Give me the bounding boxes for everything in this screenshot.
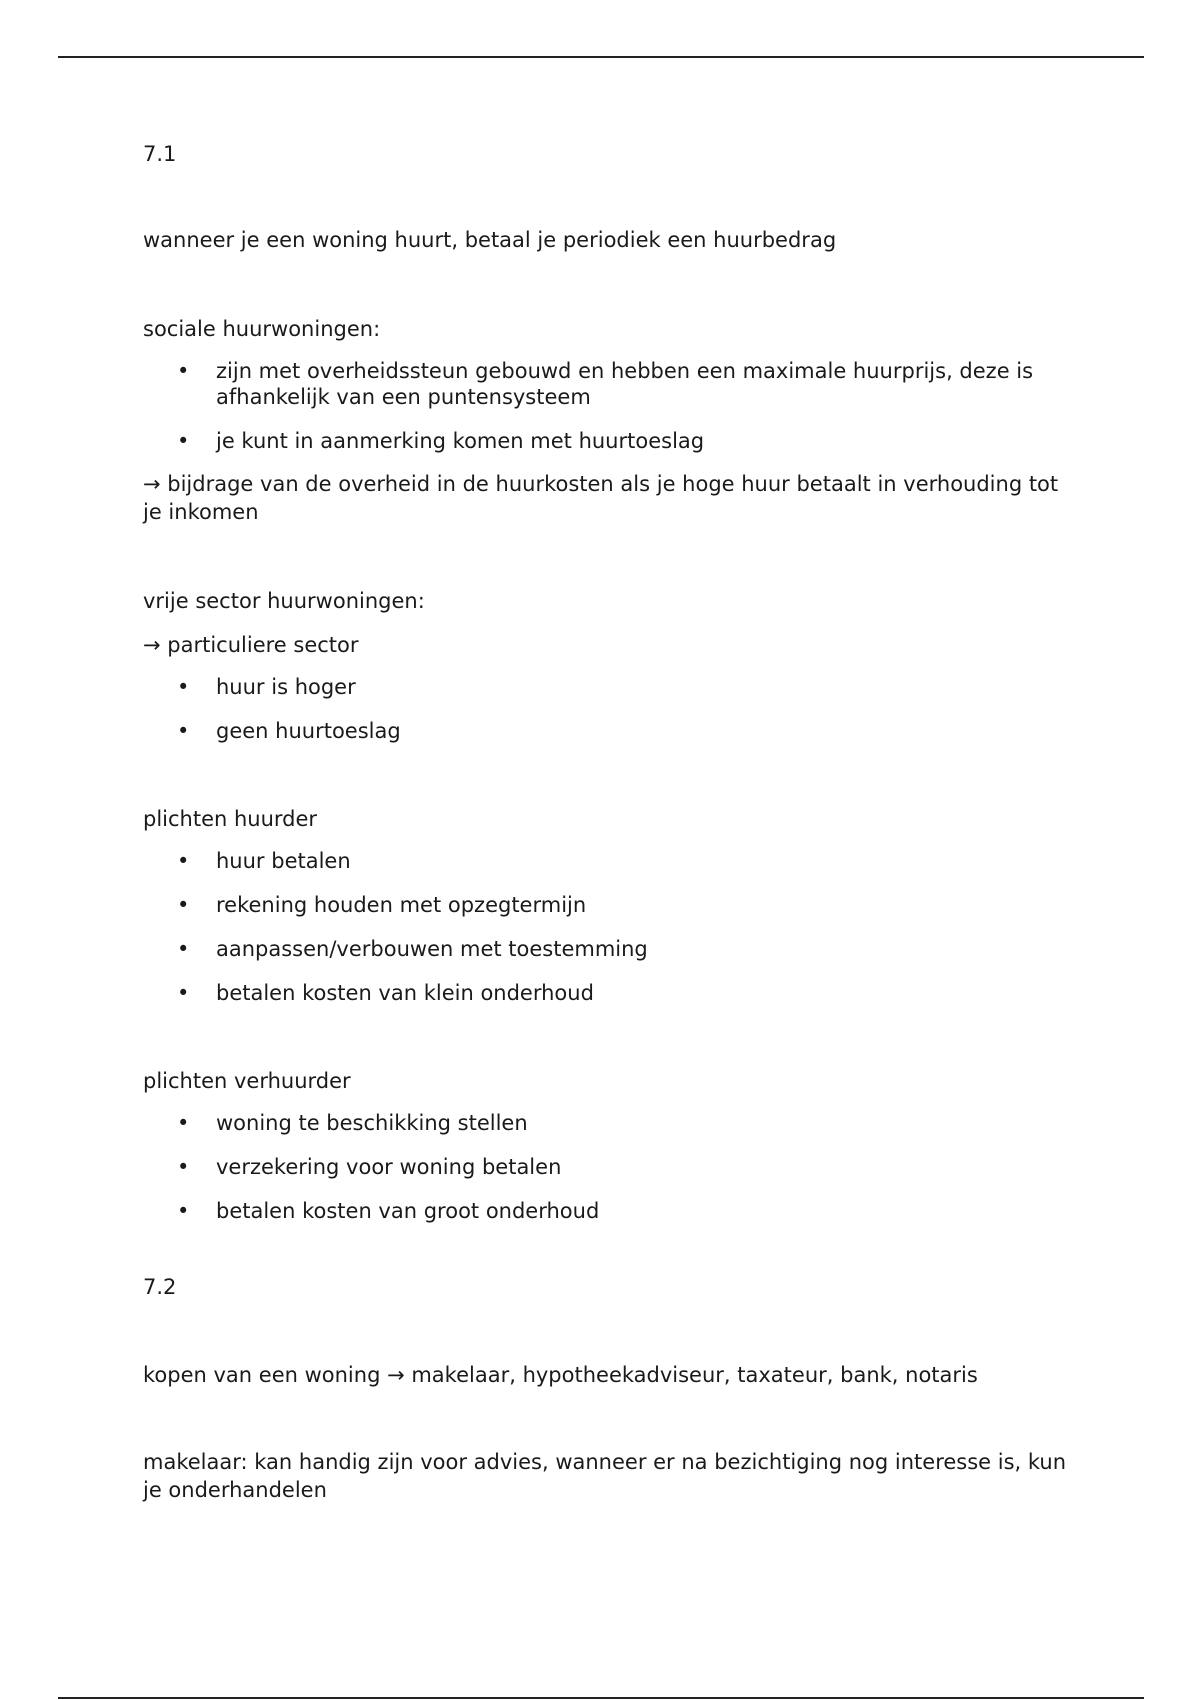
sociale-note: → bijdrage van de overheid in de huurkosten als je hoge huur betaalt in verhouding tot je inkomen xyxy=(143,472,1059,524)
bullet-icon: • xyxy=(177,429,190,453)
section-heading-7-2: 7.2 xyxy=(143,1275,177,1299)
bullet-icon: • xyxy=(177,675,190,699)
list-item: • geen huurtoeslag xyxy=(177,719,401,743)
vrije-note: → particuliere sector xyxy=(143,633,359,657)
sociale-list xyxy=(143,358,1073,454)
list-item: • woning te beschikking stellen xyxy=(177,1111,528,1135)
bullet-icon: • xyxy=(177,719,190,743)
list-item: • betalen kosten van groot onderhoud xyxy=(177,1199,600,1223)
makelaar-paragraph: makelaar: kan handig zijn voor advies, wanneer er na bezichtiging nog interesse is, kun je onderhandelen xyxy=(143,1450,1067,1502)
vrije-title: vrije sector huurwoningen: xyxy=(143,589,425,613)
bullet-icon: • xyxy=(177,1155,190,1179)
huurder-title: plichten huurder xyxy=(143,807,318,831)
list-item: • betalen kosten van klein onderhoud xyxy=(177,981,594,1005)
sociale-title: sociale huurwoningen: xyxy=(143,317,381,341)
verhuurder-list xyxy=(143,1110,1073,1224)
list-item: • je kunt in aanmerking komen met huurtoeslag xyxy=(177,429,705,453)
header-rule xyxy=(58,56,1144,58)
vrije-list xyxy=(143,674,1073,744)
verhuurder-title: plichten verhuurder xyxy=(143,1069,351,1093)
document-body xyxy=(143,140,1073,1504)
bullet-icon: • xyxy=(177,981,190,1005)
kopen-paragraph: kopen van een woning → makelaar, hypotheekadviseur, taxateur, bank, notaris xyxy=(143,1363,978,1387)
bullet-icon: • xyxy=(177,937,190,961)
list-item: • aanpassen/verbouwen met toestemming xyxy=(177,937,648,961)
bullet-icon: • xyxy=(177,359,190,383)
bullet-icon: • xyxy=(177,1111,190,1135)
section-heading-7-1: 7.1 xyxy=(143,142,177,166)
huurder-list xyxy=(143,848,1073,1006)
list-item: • verzekering voor woning betalen xyxy=(177,1155,562,1179)
list-item: • zijn met overheidssteun gebouwd en hebben een maximale huurprijs, deze is afhankelijk van een puntensysteem xyxy=(177,359,1034,409)
list-item: • huur is hoger xyxy=(177,675,356,699)
bullet-icon: • xyxy=(177,849,190,873)
intro-paragraph: wanneer je een woning huurt, betaal je periodiek een huurbedrag xyxy=(143,228,837,252)
list-item: • rekening houden met opzegtermijn xyxy=(177,893,587,917)
footer-rule xyxy=(58,1697,1144,1699)
bullet-icon: • xyxy=(177,1199,190,1223)
bullet-icon: • xyxy=(177,893,190,917)
list-item: • huur betalen xyxy=(177,849,351,873)
